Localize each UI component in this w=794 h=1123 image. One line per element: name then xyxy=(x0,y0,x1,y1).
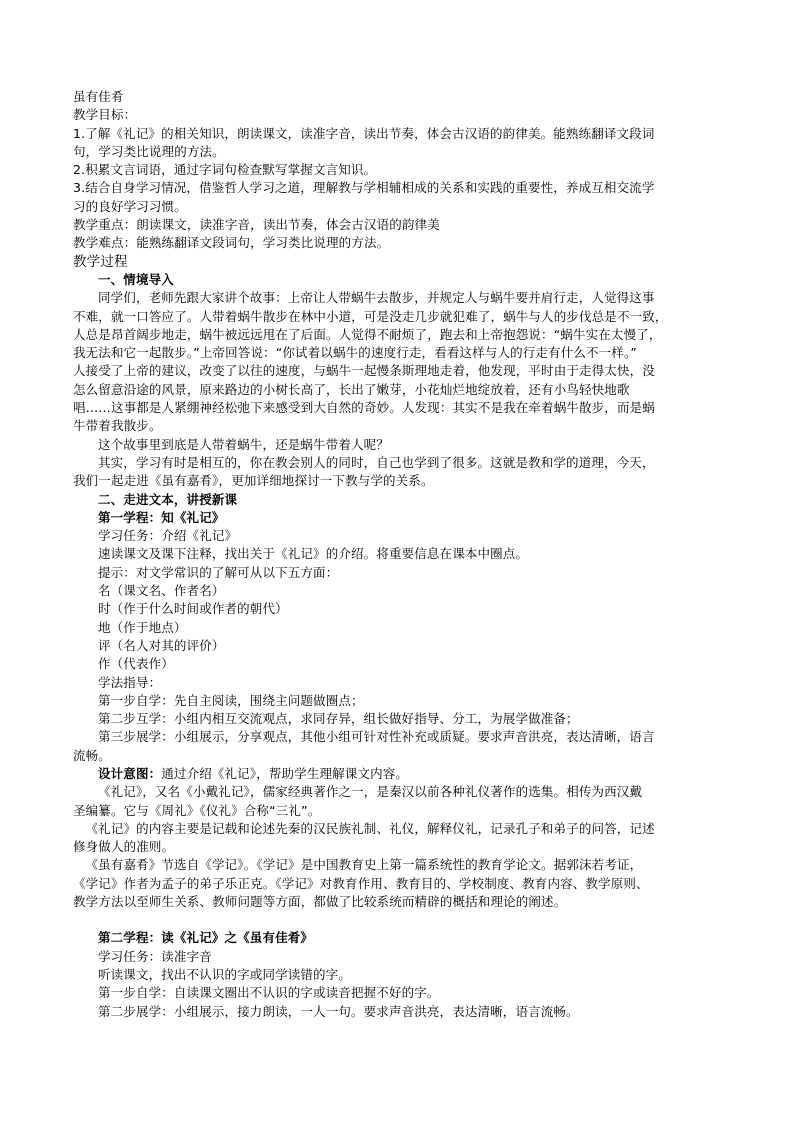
objective-1-line-1: 1.了解《礼记》的相关知识，朗读课文，读准字音，读出节奏，体会古汉语的韵律美。能熟练翻译文段词 xyxy=(73,125,655,141)
story-line-1: 同学们，老师先跟大家讲个故事：上帝让人带蜗牛去散步，并规定人与蜗牛要并肩行走，人觉得这事 xyxy=(98,290,655,306)
stage-2-step-1: 第一步自学：自读课文圈出不认识的字或读音把握不好的字。 xyxy=(98,985,440,1001)
story-line-8: 牛带着我散步。 xyxy=(73,418,162,434)
objective-3-line-2: 习的良好学习习惯。 xyxy=(73,198,187,214)
task-1-instruction: 速读课文及课下注释，找出关于《礼记》的介绍。将重要信息在课本中圈点。 xyxy=(98,546,529,562)
story-line-3: 人总是昂首阔步地走，蜗牛被远远甩在了后面。人觉得不耐烦了，跑去和上帝抱怨说：“蜗牛实在太慢了， xyxy=(73,326,662,342)
key-points: 教学重点：朗读课文，读准字音，读出节奏，体会古汉语的韵律美 xyxy=(73,217,440,233)
hint-time: 时（作于什么时间或作者的朝代） xyxy=(98,601,288,617)
story-line-5: 人接受了上帝的建议，改变了以往的速度，与蜗牛一起慢条斯理地走着，他发现，平时由于走得太快，没 xyxy=(73,363,655,379)
stage-2-step-2: 第二步展学：小组展示，接力朗读，一人一句。要求声音洪亮，表达清晰，语言流畅。 xyxy=(98,1003,579,1019)
hint-place: 地（作于地点） xyxy=(98,619,187,635)
objective-3-line-1: 3.结合自身学习情况，借鉴哲人学习之道，理解教与学相辅相成的关系和实践的重要性，养成互相交流学 xyxy=(73,180,655,196)
design-intent-text: 通过介绍《礼记》，帮助学生理解课文内容。 xyxy=(161,765,409,781)
task-1: 学习任务：介绍《礼记》 xyxy=(98,528,238,544)
doc-title: 虽有佳肴 xyxy=(73,89,124,104)
difficult-points: 教学难点：能熟练翻译文段词句，学习类比说理的方法。 xyxy=(73,235,390,251)
xueji-line-1: 《虽有嘉肴》节选自《学记》。《学记》是中国教育史上第一篇系统性的教育学论文。据郭沫若考证， xyxy=(85,857,643,873)
method-heading: 学法指导： xyxy=(98,674,162,690)
document-page xyxy=(73,88,724,1021)
hint: 提示：对文学常识的了解可从以下五方面： xyxy=(98,564,339,580)
transition-line-1: 其实，学习有时是相互的，你在教会别人的同时，自己也学到了很多。这就是教和学的道理，今天， xyxy=(98,454,655,470)
design-intent xyxy=(73,765,724,783)
objective-2: 2.积累文言词语，通过字词句检查默写掌握文言知识。 xyxy=(73,162,377,178)
stage-2-heading: 第二学程：读《礼记》之《虽有佳肴》 xyxy=(98,930,314,946)
task-2: 学习任务：读准字音 xyxy=(98,948,212,964)
transition-line-2: 我们一起走进《虽有嘉肴》，更加详细地探讨一下教与学的关系。 xyxy=(73,473,434,489)
blank-line xyxy=(73,911,724,929)
xueji-line-2: 《学记》作者为孟子的弟子乐正克。《学记》对教育作用、教育目的、学校制度、教育内容、教学原则、 xyxy=(73,875,649,891)
story-line-7: 唱……这事都是人紧绷神经松弛下来感受到大自然的奇妙。人发现：其实不是我在牵着蜗牛散步，而是蜗 xyxy=(73,400,655,416)
hint-review: 评（名人对其的评价） xyxy=(98,637,225,653)
story-line-4: 我无法和它一起散步。”上帝回答说：“你试着以蜗牛的速度行走，看看这样与人的行走有什么不一样。” xyxy=(73,345,637,361)
section-1-heading: 一、情境导入 xyxy=(98,271,174,287)
hint-name: 名（课文名、作者名） xyxy=(98,583,225,599)
liji-intro-line-1: 《礼记》，又名《小戴礼记》，儒家经典著作之一，是秦汉以前各种礼仪著作的选集。相传为西汉戴 xyxy=(98,784,643,800)
objective-1-line-2: 句，学习类比说理的方法。 xyxy=(73,143,225,159)
objectives-heading: 教学目标： xyxy=(73,107,137,123)
section-2-heading: 二、走进文本，讲授新课 xyxy=(98,491,238,507)
design-intent-label: 设计意图： xyxy=(98,765,162,781)
method-step-1: 第一步自学：先自主阅读，围绕主问题做圈点； xyxy=(98,692,364,708)
story-question: 这个故事里到底是人带着蜗牛，还是蜗牛带着人呢？ xyxy=(98,436,389,452)
stage-1-heading: 第一学程：知《礼记》 xyxy=(98,509,225,525)
method-step-2: 第二步互学：小组内相互交流观点，求同存异，组长做好指导、分工，为展学做准备； xyxy=(98,711,579,727)
xueji-line-3: 教学方法以至师生关系、教师问题等方面，都做了比较系统而精辟的概括和理论的阐述。 xyxy=(73,894,567,910)
hint-works: 作（代表作） xyxy=(98,656,174,672)
liji-intro-line-2: 圣编纂。它与《周礼》《仪礼》合称“三礼”。 xyxy=(73,802,321,818)
story-line-6: 怎么留意沿途的风景，原来路边的小树长高了，长出了嫩芽，小花灿烂地绽放着，还有小鸟轻快地歌 xyxy=(73,381,630,397)
method-step-3-line-2: 流畅。 xyxy=(73,747,111,763)
process-heading: 教学过程 xyxy=(73,253,128,270)
liji-content-line-1: 《礼记》的内容主要是记载和论述先秦的汉民族礼制、礼仪，解释仪礼，记录孔子和弟子的问答，记述 xyxy=(85,820,655,836)
task-2-instruction: 听读课文，找出不认识的字或同学读错的字。 xyxy=(98,966,352,982)
story-line-2: 不难，就一口答应了。人带着蜗牛散步在林中小道，可是没走几步就犯难了，蜗牛与人的步伐总是不一致， xyxy=(73,308,668,324)
method-step-3-line-1: 第三步展学：小组展示，分享观点，其他小组可针对性补充或质疑。要求声音洪亮，表达清晰，语言 xyxy=(98,729,655,745)
liji-content-line-2: 修身做人的准则。 xyxy=(73,839,175,855)
